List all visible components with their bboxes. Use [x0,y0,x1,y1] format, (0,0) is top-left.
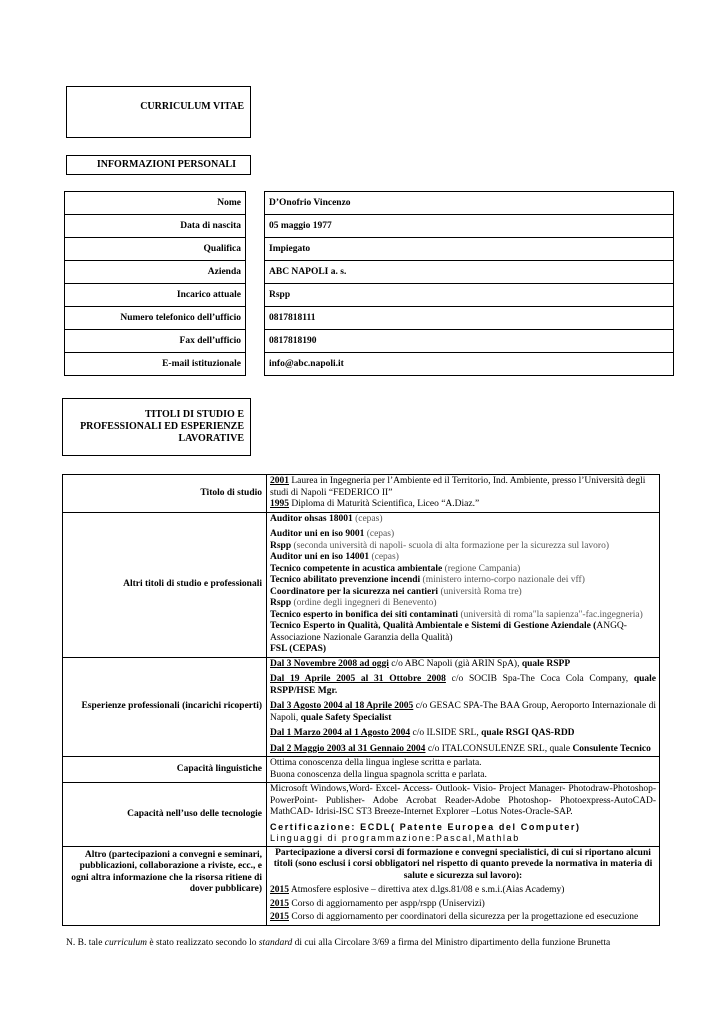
experience-label: Esperienze professionali (incarichi ricoperti) [63,657,267,757]
personal-row [65,215,674,238]
other-label: Altro (partecipazioni a convegni e seminari, pubblicazioni, collaborazione a riviste, ecc., e ogni altra informazione che la risorsa ritiene di dover pubblicare) [63,846,267,925]
personal-label: Incarico attuale [65,284,246,307]
personal-value: 0817818190 [265,330,674,353]
other-titles-value [267,512,660,657]
languages-row [63,757,660,783]
personal-label: Azienda [65,261,246,284]
section-personal-box [66,155,251,175]
other-titles-row [63,512,660,657]
personal-label: E-mail istituzionale [65,353,246,376]
personal-row [65,284,674,307]
list-item: Dal 3 Agosto 2004 al 18 Aprile 2005 c/o GESAC SPA-The BAA Group, Aeroporto Internazionale di Napoli, quale Safety Specialist [270,701,656,723]
technologies-value: Microsoft Windows,Word- Excel- Access- Outlook- Visio- Project Manager- Photodraw-Photoshop- PowerPoint- Publisher- Adobe Acrobat Reader-Adobe Photoshop- Photoexpress-AutoCAD- MathCAD- Idrisi-ISC ST3 Breeze-Internet Explorer –Lotus Notes-Oracle-SAP. Certificazione: ECDL( Patente Europea del Computer) Linguaggi di programmazione:Pascal,Mathlab [267,783,660,847]
list-item: Auditor uni en iso 14001 (cepas) [270,552,399,562]
personal-label: Qualifica [65,238,246,261]
languages-label: Capacità linguistiche [63,757,267,783]
personal-row [65,307,674,330]
section-studies-box [62,398,251,456]
list-item: Dal 19 Aprile 2005 al 31 Ottobre 2008 c/o SOCIB Spa-The Coca Cola Company, quale RSPP/HSE Mgr. [270,674,657,696]
personal-row [65,330,674,353]
experience-value [267,657,660,757]
list-item: Coordinatore per la sicurezza nei cantieri (università Roma tre) [270,586,522,597]
list-item: Rspp (seconda università di napoli- scuola di alta formazione per la sicurezza sul lavoro) [270,540,609,551]
list-item: Tecnico esperto in bonifica dei siti contaminati (università di roma"la sapienza"-fac.ingegneria) [270,609,643,620]
languages-value: Ottima conoscenza della lingua inglese scritta e parlata. Buona conoscenza della lingua spagnola scritta e parlata. [267,757,660,783]
personal-value: 0817818111 [265,307,674,330]
other-value: Partecipazione a diversi corsi di formazione e convegni specialistici, di cui si riportano alcuni titoli (sono esclusi i corsi obbligatori nel rispetto di quanto prevede la normativa in materia di salute e sicurezza sul lavoro): 2015 Atmosfere esplosive – direttiva atex d.lgs.81/08 e s.m.i.(Aias Academy) 2015 Corso di aggiornamento per aspp/rspp (Uniservizi) 2015 Corso di aggiornamento per coordinatori della sicurezza per la progettazione ed esecuzione [267,846,660,925]
list-item: FSL (CEPAS) [270,644,327,654]
list-item: Auditor uni en iso 9001 (cepas) [270,529,395,539]
list-item: Tecnico abilitato prevenzione incendi (ministero interno-corpo nazionale dei vff) [270,575,585,585]
list-item: 2015 Atmosfere esplosive – direttiva atex d.lgs.81/08 e s.m.i.(Aias Academy) [270,885,565,895]
personal-label: Fax dell’ufficio [65,330,246,353]
personal-value: info@abc.napoli.it [265,353,674,376]
list-item: Rspp (ordine degli ingegneri di Benevento) [270,598,437,608]
list-item: 2015 Corso di aggiornamento per coordinatori della sicurezza per la progettazione ed esecuzione [270,912,639,922]
title-box [66,86,251,138]
other-row [63,846,660,925]
document-title: CURRICULUM VITAE [140,101,244,112]
experience-row [63,657,660,757]
technologies-label: Capacità nell’uso delle tecnologie [63,783,267,847]
personal-info-table [64,191,674,376]
personal-row [65,353,674,376]
list-item: Tecnico Esperto in Qualità, Qualità Ambientale e Sistemi di Gestione Aziendale (ANGQ- Associazione Nazionale Garanzia della Qualità) [270,621,627,643]
section-personal-title: INFORMAZIONI PERSONALI [96,159,236,170]
study-row [63,475,660,513]
section-studies-title: TITOLI DI STUDIO E PROFESSIONALI ED ESPERIENZE LAVORATIVE [80,409,244,444]
personal-label: Nome [65,192,246,215]
technologies-row [63,783,660,847]
study-value: 2001 Laurea in Ingegneria per l’Ambiente ed il Territorio, Ind. Ambiente, presso l’Università degli studi di Napoli “FEDERICO II” 1995 Diploma di Maturità Scientifica, Liceo “A.Diaz.” [267,475,660,513]
personal-value: 05 maggio 1977 [265,215,674,238]
personal-value: ABC NAPOLI a. s. [265,261,674,284]
list-item: Dal 1 Marzo 2004 al 1 Agosto 2004 c/o ILSIDE SRL, quale RSGI QAS-RDD [270,728,575,738]
personal-row [65,192,674,215]
list-item: Dal 3 Novembre 2008 ad oggi c/o ABC Napoli (già ARIN SpA), quale RSPP [270,658,571,669]
personal-label: Numero telefonico dell’ufficio [65,307,246,330]
personal-row [65,261,674,284]
personal-value: Impiegato [265,238,674,261]
personal-value: D’Onofrio Vincenzo [265,192,674,215]
footnote: N. B. tale curriculum è stato realizzato secondo lo standard di cui alla Circolare 3/69 a firma del Ministro dipartimento della funzione Brunetta [66,938,611,948]
other-titles-label: Altri titoli di studio e professionali [63,512,267,657]
cv-main-table [62,474,660,926]
list-item: Tecnico competente in acustica ambientale (regione Campania) [270,563,521,574]
list-item: Auditor ohsas 18001 (cepas) [270,513,383,524]
list-item: Dal 2 Maggio 2003 al 31 Gennaio 2004 c/o ITALCONSULENZE SRL, quale Consulente Tecnico [270,743,651,754]
list-item: 2015 Corso di aggiornamento per aspp/rspp (Uniservizi) [270,898,485,909]
personal-label: Data di nascita [65,215,246,238]
study-label: Titolo di studio [63,475,267,513]
personal-row [65,238,674,261]
personal-value: Rspp [265,284,674,307]
